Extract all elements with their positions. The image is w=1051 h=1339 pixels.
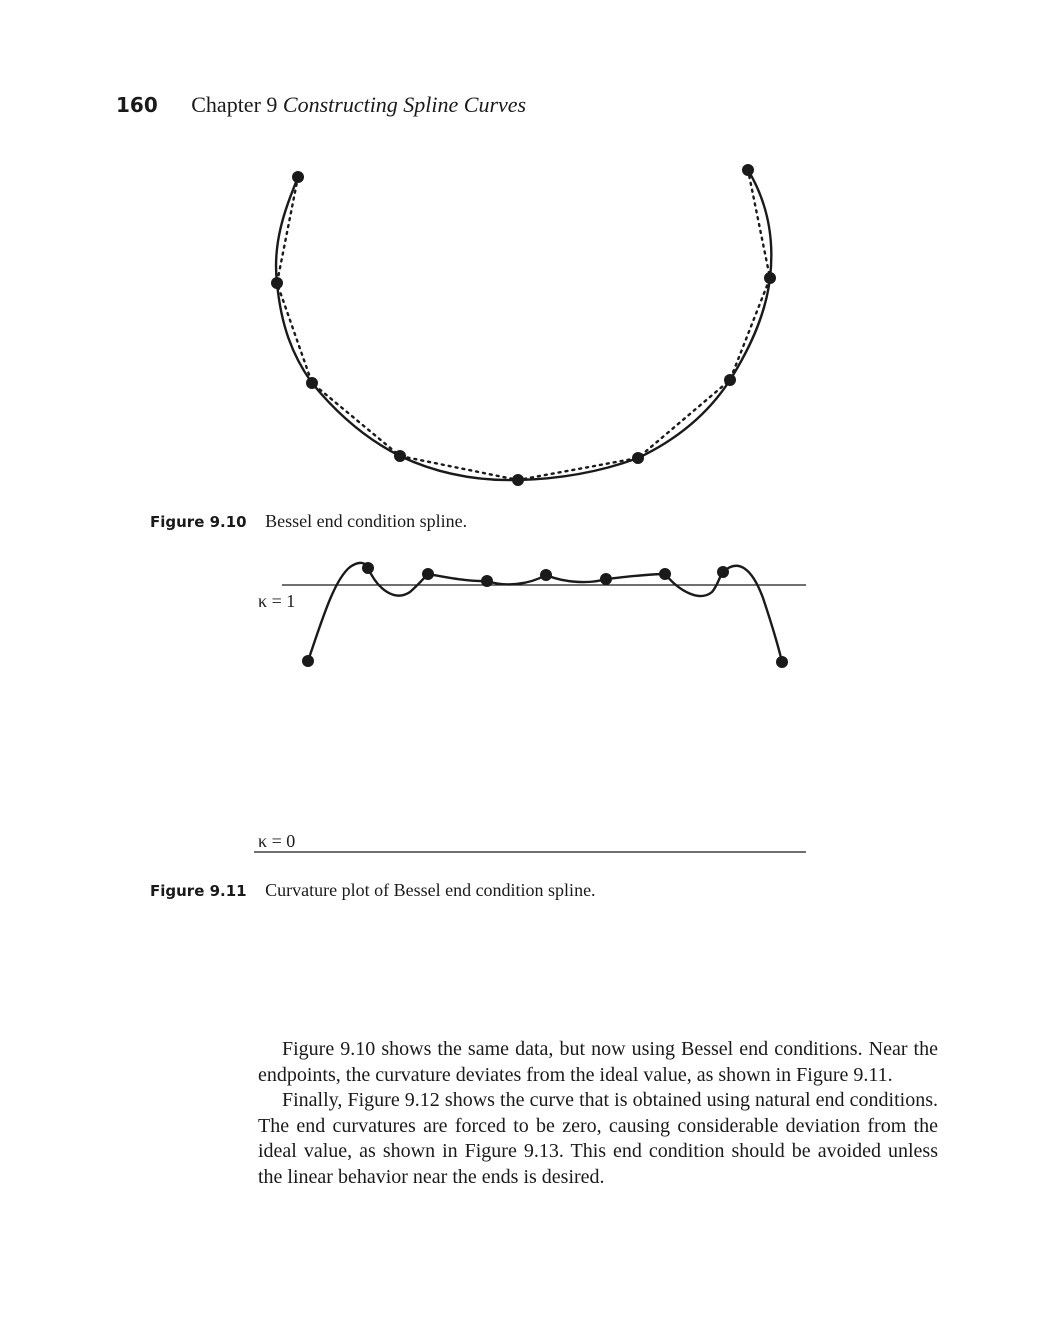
paragraph: Finally, Figure 9.12 shows the curve that is obtained using natural end conditions. The end curvatures are forced to be zero, causing considerable deviation from the ideal value, as shown in Figure 9.13. This end condition should be avoided unless the linear behavior near the ends is desired. bbox=[258, 1089, 938, 1188]
control-polygon bbox=[277, 170, 770, 480]
data-point bbox=[306, 377, 318, 389]
data-point bbox=[632, 452, 644, 464]
figure-label: Figure 9.11 bbox=[150, 882, 247, 900]
curvature-point bbox=[717, 566, 729, 578]
data-point bbox=[394, 450, 406, 462]
caption-text: Curvature plot of Bessel end condition spline. bbox=[265, 880, 596, 900]
chapter-title: Constructing Spline Curves bbox=[282, 92, 527, 117]
chapter-label: Chapter 9 bbox=[191, 92, 278, 117]
body-text bbox=[258, 1037, 938, 1190]
curvature-point bbox=[481, 575, 493, 587]
paragraph: Figure 9.10 shows the same data, but now using Bessel end conditions. Near the endpoints, the curvature deviates from the ideal value, as shown in Figure 9.11. bbox=[258, 1038, 938, 1086]
data-point bbox=[292, 171, 304, 183]
label-k0: κ = 0 bbox=[258, 831, 296, 851]
data-point bbox=[724, 374, 736, 386]
curvature-point bbox=[776, 656, 788, 668]
curvature-point bbox=[362, 562, 374, 574]
curvature-point bbox=[540, 569, 552, 581]
figure-9-11-caption bbox=[150, 880, 596, 901]
page-number: 160 bbox=[116, 93, 158, 117]
data-points bbox=[271, 164, 776, 486]
data-point bbox=[764, 272, 776, 284]
label-k1: κ = 1 bbox=[258, 591, 296, 611]
curvature-points bbox=[302, 562, 788, 668]
curvature-point bbox=[659, 568, 671, 580]
data-point bbox=[742, 164, 754, 176]
page-header bbox=[116, 92, 526, 118]
spline-curve bbox=[276, 170, 771, 480]
curvature-point bbox=[600, 573, 612, 585]
figure-9-11-curvature-plot bbox=[0, 555, 1051, 865]
data-point bbox=[271, 277, 283, 289]
caption-text: Bessel end condition spline. bbox=[265, 511, 468, 531]
curvature-point bbox=[422, 568, 434, 580]
figure-label: Figure 9.10 bbox=[150, 513, 247, 531]
curvature-point bbox=[302, 655, 314, 667]
figure-9-10-caption bbox=[150, 511, 467, 532]
data-point bbox=[512, 474, 524, 486]
figure-9-10-spline bbox=[0, 160, 1051, 500]
